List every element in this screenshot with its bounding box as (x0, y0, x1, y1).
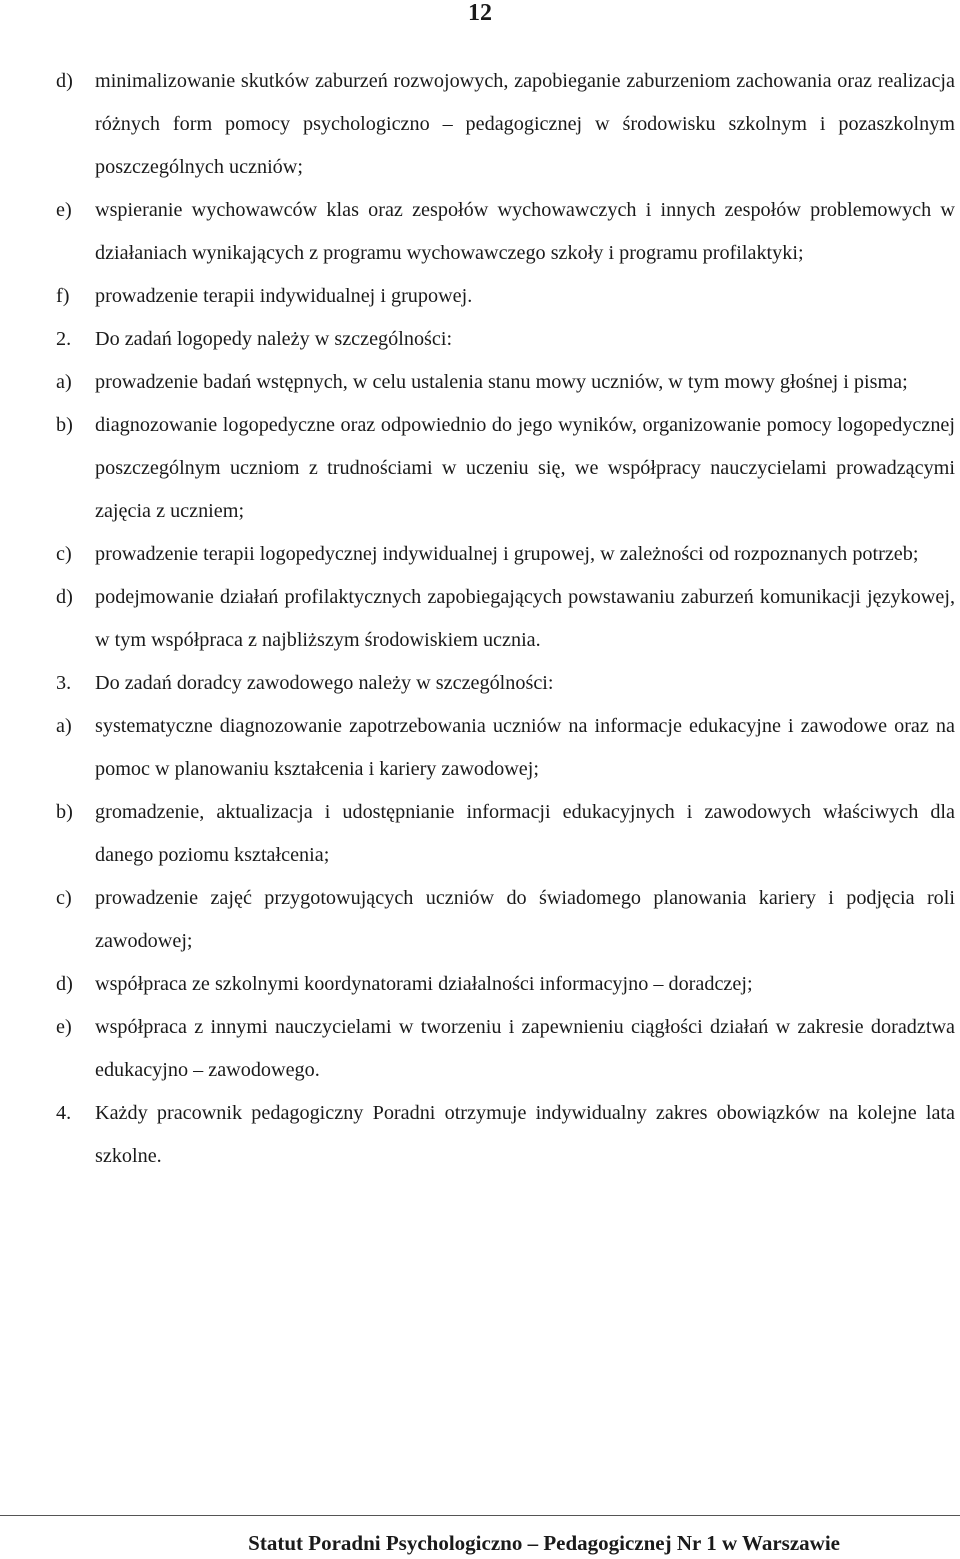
list-marker: d) (56, 973, 73, 995)
list-marker: a) (56, 371, 72, 393)
list-marker: b) (56, 414, 73, 436)
list-item (0, 705, 960, 791)
list-marker: c) (56, 543, 72, 565)
list-marker: e) (56, 1016, 72, 1038)
list-marker: e) (56, 199, 72, 221)
list-item (0, 189, 960, 275)
list-marker: d) (56, 586, 73, 608)
list-marker: f) (56, 285, 70, 307)
list-item (0, 361, 960, 404)
list-item-text: wspieranie wychowawców klas oraz zespołów wychowawczych i innych zespołów problemowych w działaniach wynikających z programu wychowawczego szkoły i programu profilaktyki; (95, 199, 955, 264)
list-item (0, 60, 960, 189)
page-number: 12 (468, 0, 492, 26)
page-footer: Statut Poradni Psychologiczno – Pedagogicznej Nr 1 w Warszawie (248, 1531, 840, 1555)
list-marker: d) (56, 70, 73, 92)
section-heading-text: Do zadań doradcy zawodowego należy w szczególności: (95, 672, 554, 694)
list-item (0, 275, 960, 318)
list-item-text: gromadzenie, aktualizacja i udostępnianie informacji edukacyjnych i zawodowych właściwych dla danego poziomu kształcenia; (95, 801, 955, 866)
list-item-text: współpraca z innymi nauczycielami w tworzeniu i zapewnieniu ciągłości działań w zakresie doradztwa edukacyjno – zawodowego. (95, 1016, 955, 1081)
list-marker: a) (56, 715, 72, 737)
section-number: 3. (56, 672, 72, 694)
list-marker: b) (56, 801, 73, 823)
list-item (0, 576, 960, 662)
section-heading (0, 318, 960, 361)
footer-divider (0, 1515, 960, 1516)
list-item-text: współpraca ze szkolnymi koordynatorami działalności informacyjno – doradczej; (95, 973, 753, 995)
list-item (0, 404, 960, 533)
list-item (0, 1006, 960, 1092)
list-item-text: prowadzenie zajęć przygotowujących uczniów do świadomego planowania kariery i podjęcia roli zawodowej; (95, 887, 955, 952)
list-item-text: diagnozowanie logopedyczne oraz odpowiednio do jego wyników, organizowanie pomocy logopedycznej poszczególnym uczniom z trudnościami w uczeniu się, we współpracy nauczycielami prowadzącymi zajęcia z uczniem; (95, 414, 955, 522)
list-item-text: minimalizowanie skutków zaburzeń rozwojowych, zapobieganie zaburzeniom zachowania oraz realizacja różnych form pomocy psychologiczno – pedagogicznej w środowisku szkolnym i pozaszkolnym poszczególnych uczniów; (95, 70, 955, 178)
list-item-text: podejmowanie działań profilaktycznych zapobiegających powstawaniu zaburzeń komunikacji językowej, w tym współpraca z najbliższym środowiskiem ucznia. (95, 586, 955, 651)
section-heading-text: Do zadań logopedy należy w szczególności: (95, 328, 453, 350)
list-item (0, 963, 960, 1006)
section-heading (0, 662, 960, 705)
document-body (0, 60, 960, 1178)
section-heading (0, 1092, 960, 1178)
list-item-text: prowadzenie badań wstępnych, w celu ustalenia stanu mowy uczniów, w tym mowy głośnej i pisma; (95, 371, 908, 393)
list-item-text: prowadzenie terapii logopedycznej indywidualnej i grupowej, w zależności od rozpoznanych potrzeb; (95, 543, 919, 565)
list-item (0, 533, 960, 576)
list-marker: c) (56, 887, 72, 909)
list-item-text: systematyczne diagnozowanie zapotrzebowania uczniów na informacje edukacyjne i zawodowe oraz na pomoc w planowaniu kształcenia i kariery zawodowej; (95, 715, 955, 780)
list-item (0, 877, 960, 963)
list-item (0, 791, 960, 877)
section-number: 4. (56, 1102, 72, 1124)
section-heading-text: Każdy pracownik pedagogiczny Poradni otrzymuje indywidualny zakres obowiązków na kolejne lata szkolne. (95, 1102, 955, 1167)
list-item-text: prowadzenie terapii indywidualnej i grupowej. (95, 285, 473, 307)
section-number: 2. (56, 328, 72, 350)
